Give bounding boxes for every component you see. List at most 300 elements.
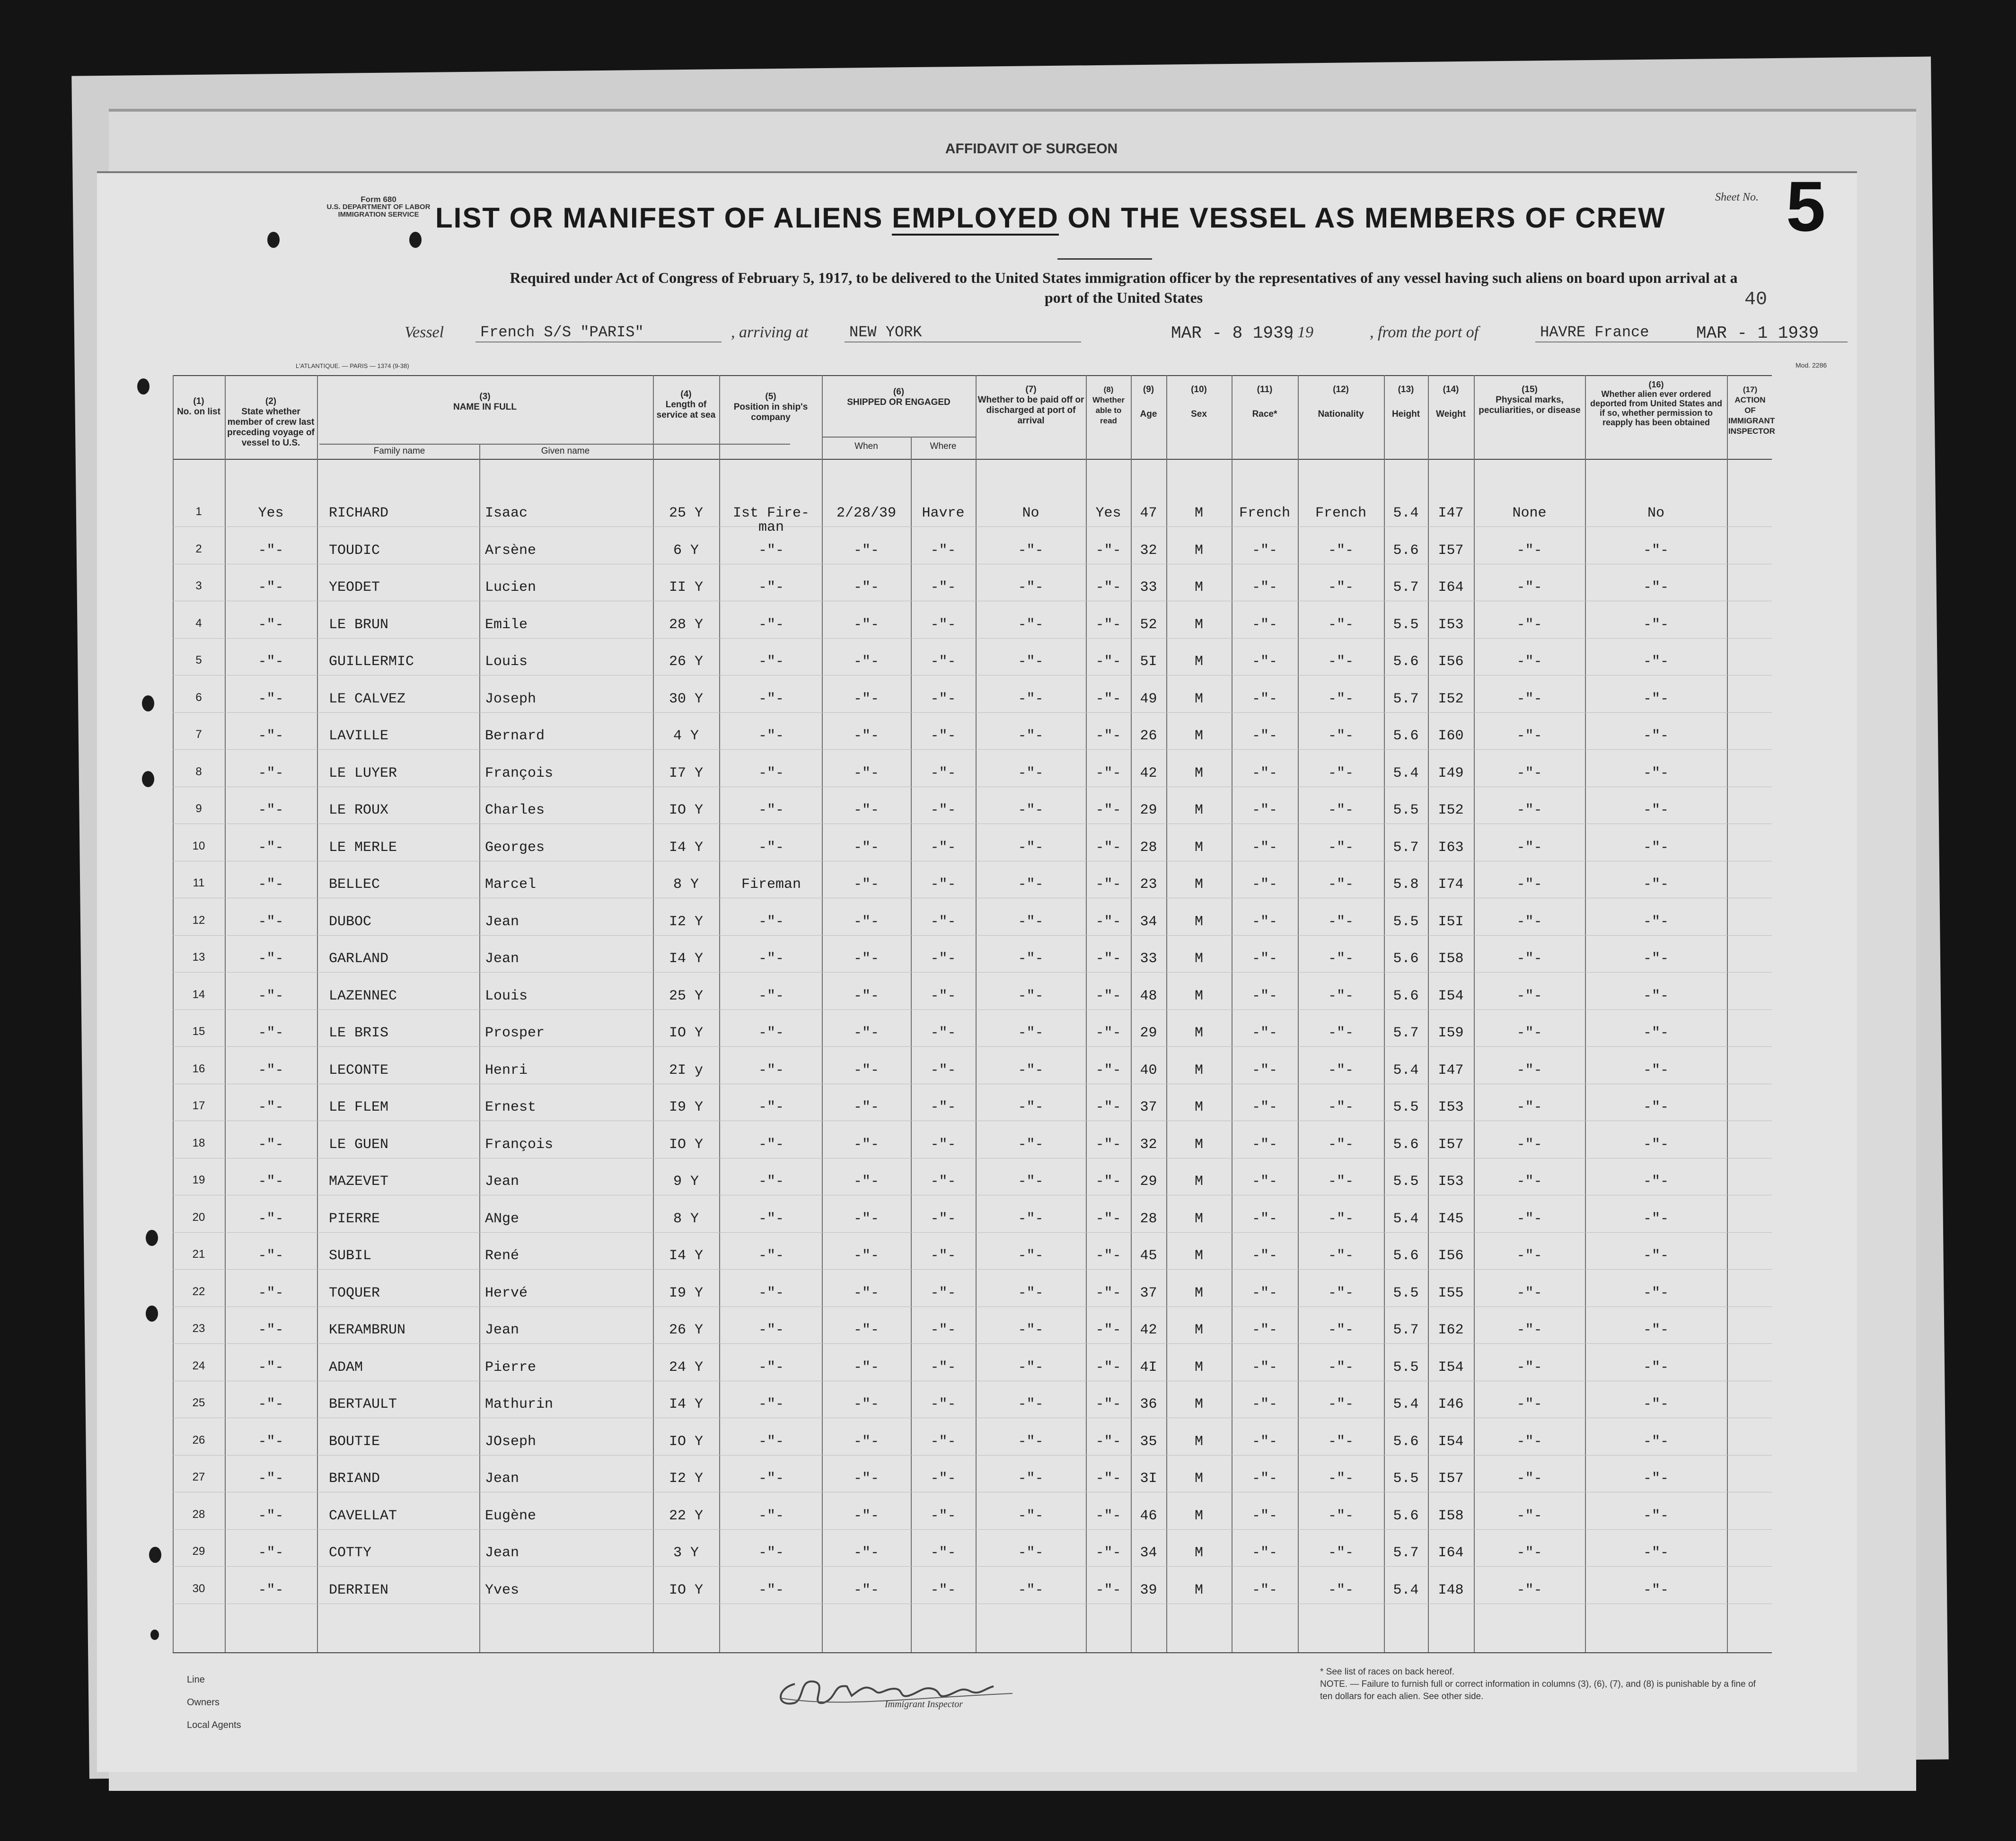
cell-when: -"-	[853, 1099, 879, 1115]
cell-given: JOseph	[485, 1433, 537, 1450]
cell-marks: -"-	[1516, 1174, 1542, 1190]
cell-read: Yes	[1095, 505, 1121, 521]
col-13-label: Height	[1391, 409, 1420, 419]
form-number: Form 680	[361, 195, 396, 204]
punch-hole	[146, 1230, 158, 1246]
crew-count: 40	[1744, 289, 1768, 310]
cell-sex: M	[1194, 765, 1203, 781]
cell-paid: -"-	[1018, 1062, 1044, 1078]
signature-caption: Immigrant Inspector	[885, 1699, 963, 1710]
col-6-num: (6)	[893, 387, 905, 397]
cell-read: -"-	[1095, 1396, 1121, 1412]
cell-family: BRIAND	[329, 1471, 380, 1487]
cell-deported: -"-	[1643, 1359, 1669, 1376]
col-rule	[317, 375, 318, 1652]
cell-family: TOQUER	[329, 1285, 380, 1301]
cell-service: IO Y	[669, 1433, 703, 1450]
cell-where: -"-	[930, 1285, 956, 1301]
col-14-num: (14)	[1443, 385, 1459, 394]
cell-service: 26 Y	[669, 1322, 703, 1338]
cell-race: -"-	[1251, 1359, 1277, 1376]
cell-race: -"-	[1251, 1582, 1277, 1598]
title-rule	[1057, 258, 1152, 260]
cell-paid: -"-	[1018, 691, 1044, 707]
cell-when: -"-	[853, 1582, 879, 1598]
cell-age: 26	[1140, 728, 1157, 744]
cell-position: -"-	[758, 691, 784, 707]
cell-no: 4	[195, 616, 202, 630]
cell-sex: M	[1194, 728, 1203, 744]
cell-age: 45	[1140, 1248, 1157, 1264]
row-rule	[173, 1269, 1772, 1270]
cell-when: -"-	[853, 616, 879, 633]
col-8-num: (8)	[1103, 385, 1114, 394]
cell-read: -"-	[1095, 1062, 1121, 1078]
cell-when: -"-	[853, 1248, 879, 1264]
cell-position: -"-	[758, 1545, 784, 1561]
cell-read: -"-	[1095, 1248, 1121, 1264]
cell-no: 5	[195, 654, 202, 666]
cell-family: GARLAND	[329, 951, 389, 967]
col-3-label: NAME IN FULL	[453, 402, 517, 412]
cell-given: Ernest	[485, 1099, 537, 1115]
cell-where: -"-	[930, 988, 956, 1004]
cell-read: -"-	[1095, 1174, 1121, 1190]
footer-agents-label: Local Agents	[187, 1720, 241, 1730]
cell-marks: -"-	[1516, 988, 1542, 1004]
cell-position: -"-	[758, 913, 784, 930]
cell-paid: -"-	[1018, 1136, 1044, 1153]
cell-when: -"-	[853, 1396, 879, 1412]
cell-height: 5.6	[1393, 542, 1419, 559]
cell-position: -"-	[758, 616, 784, 633]
cell-read: -"-	[1095, 1545, 1121, 1561]
cell-nat: -"-	[1328, 913, 1354, 930]
cell-race: French	[1239, 505, 1291, 521]
col-4-label: Length of service at sea	[656, 400, 716, 420]
cell-no: 19	[192, 1174, 205, 1186]
table-top-rule	[173, 375, 1772, 376]
cell-when: -"-	[853, 1508, 879, 1524]
cell-when: -"-	[853, 691, 879, 707]
cell-sex: M	[1194, 579, 1203, 596]
cell-weight: I57	[1438, 542, 1464, 559]
cell-nat: -"-	[1328, 1396, 1354, 1412]
cell-read: -"-	[1095, 802, 1121, 818]
cell-prev: -"-	[258, 1471, 284, 1487]
cell-service: 3 Y	[673, 1545, 699, 1561]
cell-race: -"-	[1251, 765, 1277, 781]
cell-paid: -"-	[1018, 1322, 1044, 1338]
cell-prev: -"-	[258, 1248, 284, 1264]
cell-service: I4 Y	[669, 1248, 703, 1264]
cell-height: 5.5	[1393, 1359, 1419, 1376]
cell-height: 5.7	[1393, 1545, 1419, 1561]
cell-position: -"-	[758, 1062, 784, 1078]
cell-where: -"-	[930, 728, 956, 744]
cell-service: 28 Y	[669, 616, 703, 633]
col-15-num: (15)	[1522, 385, 1538, 394]
cell-where: -"-	[930, 1099, 956, 1115]
cell-deported: -"-	[1643, 691, 1669, 707]
cell-deported: -"-	[1643, 1248, 1669, 1264]
cell-position: Fireman	[741, 877, 801, 893]
shipped-subheader-rule	[822, 437, 976, 438]
col-rule	[1384, 375, 1385, 1652]
table-bottom-rule	[173, 1652, 1772, 1653]
cell-position: -"-	[758, 1248, 784, 1264]
cell-paid: -"-	[1018, 1174, 1044, 1190]
vessel-name: French S/S "PARIS"	[480, 324, 644, 341]
col-6-when-header: When	[854, 441, 878, 451]
cell-where: -"-	[930, 1433, 956, 1450]
cell-nat: -"-	[1328, 988, 1354, 1004]
cell-height: 5.6	[1393, 1433, 1419, 1450]
arrival-date: MAR - 8 1939	[1171, 324, 1294, 343]
cell-service: 22 Y	[669, 1508, 703, 1524]
cell-where: -"-	[930, 1210, 956, 1227]
cell-prev: -"-	[258, 579, 284, 596]
cell-prev: -"-	[258, 1359, 284, 1376]
punch-hole	[146, 1306, 158, 1322]
cell-no: 10	[192, 839, 205, 852]
cell-given: Marcel	[485, 877, 537, 893]
cell-where: -"-	[930, 1396, 956, 1412]
cell-service: IO Y	[669, 1025, 703, 1041]
cell-sex: M	[1194, 1210, 1203, 1227]
cell-age: 33	[1140, 951, 1157, 967]
cell-position: -"-	[758, 951, 784, 967]
cell-prev: -"-	[258, 1025, 284, 1041]
cell-height: 5.5	[1393, 616, 1419, 633]
cell-deported: -"-	[1643, 802, 1669, 818]
cell-height: 5.7	[1393, 691, 1419, 707]
cell-service: I4 Y	[669, 1396, 703, 1412]
departure-date: MAR - 1 1939	[1696, 324, 1819, 343]
col-rule	[1131, 375, 1132, 1652]
col-rule	[822, 375, 823, 1652]
cell-prev: -"-	[258, 1396, 284, 1412]
cell-sex: M	[1194, 616, 1203, 633]
cell-sex: M	[1194, 1508, 1203, 1524]
cell-family: SUBIL	[329, 1248, 372, 1264]
cell-deported: -"-	[1643, 877, 1669, 893]
cell-race: -"-	[1251, 654, 1277, 670]
col-13-header	[1384, 385, 1428, 420]
cell-family: CAVELLAT	[329, 1508, 397, 1524]
cell-family: ADAM	[329, 1359, 363, 1376]
cell-given: Jean	[485, 1545, 519, 1561]
cell-position: -"-	[758, 1582, 784, 1598]
cell-sex: M	[1194, 1322, 1203, 1338]
cell-nat: -"-	[1328, 1025, 1354, 1041]
manifest-title	[435, 202, 1666, 234]
col-17-label: ACTION OF IMMIGRANT INSPECTOR	[1728, 395, 1775, 436]
cell-paid: -"-	[1018, 1545, 1044, 1561]
cell-race: -"-	[1251, 913, 1277, 930]
cell-service: 24 Y	[669, 1359, 703, 1376]
cell-paid: -"-	[1018, 616, 1044, 633]
punch-hole	[149, 1547, 161, 1563]
cell-deported: -"-	[1643, 1136, 1669, 1153]
cell-marks: -"-	[1516, 1025, 1542, 1041]
cell-paid: -"-	[1018, 1359, 1044, 1376]
cell-weight: I56	[1438, 1248, 1464, 1264]
cell-service: I9 Y	[669, 1099, 703, 1115]
title-employed: EMPLOYED	[892, 202, 1059, 236]
cell-prev: -"-	[258, 1545, 284, 1561]
row-rule	[173, 1009, 1772, 1010]
cell-age: 23	[1140, 877, 1157, 893]
cell-weight: I64	[1438, 579, 1464, 596]
cell-where: -"-	[930, 1062, 956, 1078]
cell-service: 25 Y	[669, 988, 703, 1004]
cell-race: -"-	[1251, 1433, 1277, 1450]
cell-marks: -"-	[1516, 765, 1542, 781]
cell-sex: M	[1194, 988, 1203, 1004]
cell-weight: I46	[1438, 1396, 1464, 1412]
cell-no: 15	[192, 1025, 205, 1038]
from-port: HAVRE France	[1540, 324, 1649, 341]
col-rule	[1585, 375, 1586, 1652]
col-rule	[1298, 375, 1299, 1652]
cell-sex: M	[1194, 877, 1203, 893]
cell-marks: -"-	[1516, 1433, 1542, 1450]
cell-height: 5.5	[1393, 802, 1419, 818]
header-bottom-rule	[173, 459, 1772, 460]
cell-weight: I47	[1438, 505, 1464, 521]
cell-marks: -"-	[1516, 691, 1542, 707]
col-15-label: Physical marks, peculiarities, or disease	[1479, 395, 1581, 415]
cell-nat: -"-	[1328, 691, 1354, 707]
cell-given: Louis	[485, 654, 528, 670]
cell-sex: M	[1194, 1582, 1203, 1598]
cell-no: 27	[192, 1471, 205, 1483]
cell-height: 5.6	[1393, 951, 1419, 967]
col-3-num: (3)	[479, 392, 491, 402]
cell-age: 39	[1140, 1582, 1157, 1598]
cell-given: Prosper	[485, 1025, 545, 1041]
cell-deported: -"-	[1643, 988, 1669, 1004]
cell-marks: -"-	[1516, 1359, 1542, 1376]
cell-where: -"-	[930, 1508, 956, 1524]
row-rule	[173, 1306, 1772, 1307]
cell-service: IO Y	[669, 1136, 703, 1153]
cell-height: 5.5	[1393, 1099, 1419, 1115]
cell-no: 23	[192, 1322, 205, 1335]
cell-prev: -"-	[258, 1285, 284, 1301]
cell-age: 42	[1140, 765, 1157, 781]
cell-nat: -"-	[1328, 1174, 1354, 1190]
cell-position: -"-	[758, 1285, 784, 1301]
cell-deported: -"-	[1643, 1285, 1669, 1301]
cell-read: -"-	[1095, 616, 1121, 633]
cell-deported: -"-	[1643, 654, 1669, 670]
cell-when: -"-	[853, 1471, 879, 1487]
cell-sex: M	[1194, 1285, 1203, 1301]
cell-position: -"-	[758, 654, 784, 670]
cell-age: 52	[1140, 616, 1157, 633]
cell-nat: -"-	[1328, 1545, 1354, 1561]
cell-height: 5.5	[1393, 1174, 1419, 1190]
cell-service: IO Y	[669, 802, 703, 818]
cell-nat: -"-	[1328, 1062, 1354, 1078]
cell-prev: -"-	[258, 1174, 284, 1190]
cell-service: 4 Y	[673, 728, 699, 744]
cell-position: -"-	[758, 1359, 784, 1376]
cell-prev: -"-	[258, 542, 284, 559]
footer-labels	[187, 1674, 241, 1743]
cell-height: 5.4	[1393, 1210, 1419, 1227]
cell-race: -"-	[1251, 728, 1277, 744]
cell-no: 3	[195, 579, 202, 592]
cell-service: II Y	[669, 579, 703, 596]
cell-family: GUILLERMIC	[329, 654, 414, 670]
cell-weight: I58	[1438, 951, 1464, 967]
cell-when: -"-	[853, 542, 879, 559]
cell-race: -"-	[1251, 1210, 1277, 1227]
col-1-label: No. on list	[177, 407, 220, 417]
cell-position: -"-	[758, 1471, 784, 1487]
col-1-num: (1)	[193, 396, 204, 406]
cell-family: RICHARD	[329, 505, 389, 521]
cell-given: Yves	[485, 1582, 519, 1598]
cell-nat: -"-	[1328, 579, 1354, 596]
cell-read: -"-	[1095, 1322, 1121, 1338]
cell-nat: -"-	[1328, 1248, 1354, 1264]
from-label: , from the port of	[1370, 324, 1479, 341]
cell-when: -"-	[853, 579, 879, 596]
races-note: * See list of races on back hereof.	[1320, 1667, 1455, 1677]
cell-marks: -"-	[1516, 913, 1542, 930]
cell-marks: -"-	[1516, 1210, 1542, 1227]
cell-family: YEODET	[329, 579, 380, 596]
col-8-label: Whether able to read	[1092, 395, 1125, 425]
col-rule	[653, 375, 654, 1652]
cell-when: -"-	[853, 1136, 879, 1153]
cell-weight: I48	[1438, 1582, 1464, 1598]
cell-no: 29	[192, 1545, 205, 1558]
cell-weight: I64	[1438, 1545, 1464, 1561]
cell-read: -"-	[1095, 1582, 1121, 1598]
cell-age: 49	[1140, 691, 1157, 707]
cell-deported: -"-	[1643, 728, 1669, 744]
cell-race: -"-	[1251, 1471, 1277, 1487]
crew-table	[173, 375, 1775, 1652]
cell-height: 5.4	[1393, 1582, 1419, 1598]
cell-nat: -"-	[1328, 1433, 1354, 1450]
footer-notes	[1320, 1666, 1760, 1703]
cell-weight: I57	[1438, 1136, 1464, 1153]
cell-service: 30 Y	[669, 691, 703, 707]
col-11-header	[1232, 385, 1298, 420]
required-line-2: port of the United States	[1044, 289, 1203, 306]
cell-paid: -"-	[1018, 1285, 1044, 1301]
cell-where: -"-	[930, 1582, 956, 1598]
cell-read: -"-	[1095, 951, 1121, 967]
cell-given: Jean	[485, 1322, 519, 1338]
cell-service: I9 Y	[669, 1285, 703, 1301]
cell-race: -"-	[1251, 1508, 1277, 1524]
cell-family: LE GUEN	[329, 1136, 389, 1153]
cell-sex: M	[1194, 1062, 1203, 1078]
col-7-label: Whether to be paid off or discharged at port of arrival	[977, 395, 1084, 426]
cell-when: -"-	[853, 728, 879, 744]
cell-nat: -"-	[1328, 654, 1354, 670]
cell-paid: -"-	[1018, 1248, 1044, 1264]
required-line-1: Required under Act of Congress of February 5, 1917, to be delivered to the United States immigration officer by the representatives of any vessel having such aliens on board upon arrival at a	[510, 269, 1738, 286]
cell-nat: -"-	[1328, 1136, 1354, 1153]
cell-when: -"-	[853, 839, 879, 856]
col-3-family-header: Family name	[373, 446, 425, 456]
cell-read: -"-	[1095, 1359, 1121, 1376]
cell-family: LE BRUN	[329, 616, 389, 633]
cell-sex: M	[1194, 913, 1203, 930]
cell-race: -"-	[1251, 802, 1277, 818]
col-16-label: Whether alien ever ordered deported from United States and if so, whether permission to reapply has been obtained	[1590, 389, 1723, 427]
cell-prev: -"-	[258, 1433, 284, 1450]
cell-family: LE FLEM	[329, 1099, 389, 1115]
cell-marks: -"-	[1516, 1062, 1542, 1078]
cell-no: 2	[195, 542, 202, 555]
cell-nat: -"-	[1328, 951, 1354, 967]
cell-position: -"-	[758, 1136, 784, 1153]
cell-height: 5.5	[1393, 913, 1419, 930]
col-17-header	[1728, 385, 1775, 437]
cell-given: Hervé	[485, 1285, 528, 1301]
cell-paid: -"-	[1018, 951, 1044, 967]
row-rule	[173, 638, 1772, 639]
cell-prev: -"-	[258, 988, 284, 1004]
cell-when: -"-	[853, 1359, 879, 1376]
col-11-label: Race*	[1252, 409, 1277, 419]
cell-read: -"-	[1095, 654, 1121, 670]
cell-race: -"-	[1251, 616, 1277, 633]
row-rule	[173, 1566, 1772, 1567]
cell-when: -"-	[853, 913, 879, 930]
cell-read: -"-	[1095, 728, 1121, 744]
cell-race: -"-	[1251, 1136, 1277, 1153]
cell-given: Mathurin	[485, 1396, 554, 1412]
cell-family: BOUTIE	[329, 1433, 380, 1450]
col-8-header	[1087, 385, 1130, 426]
col-3-given-header: Given name	[541, 446, 590, 456]
cell-age: 37	[1140, 1099, 1157, 1115]
cell-marks: -"-	[1516, 1508, 1542, 1524]
cell-race: -"-	[1251, 1099, 1277, 1115]
cell-paid: -"-	[1018, 654, 1044, 670]
cell-paid: -"-	[1018, 728, 1044, 744]
col-rule	[173, 375, 174, 1652]
col-2-label: State whether member of crew last preceding voyage of vessel to U.S.	[227, 407, 315, 448]
cell-read: -"-	[1095, 988, 1121, 1004]
cell-family: DUBOC	[329, 913, 372, 930]
cell-height: 5.6	[1393, 654, 1419, 670]
cell-deported: -"-	[1643, 1174, 1669, 1190]
cell-nat: -"-	[1328, 877, 1354, 893]
col-9-num: (9)	[1143, 385, 1154, 394]
cell-race: -"-	[1251, 1545, 1277, 1561]
cell-age: 37	[1140, 1285, 1157, 1301]
cell-no: 25	[192, 1396, 205, 1409]
cell-prev: -"-	[258, 1136, 284, 1153]
col-15-header	[1475, 385, 1584, 416]
cell-sex: M	[1194, 542, 1203, 559]
cell-race: -"-	[1251, 1396, 1277, 1412]
cell-paid: -"-	[1018, 1099, 1044, 1115]
cell-when: -"-	[853, 802, 879, 818]
arriving-label: , arriving at	[731, 324, 809, 341]
